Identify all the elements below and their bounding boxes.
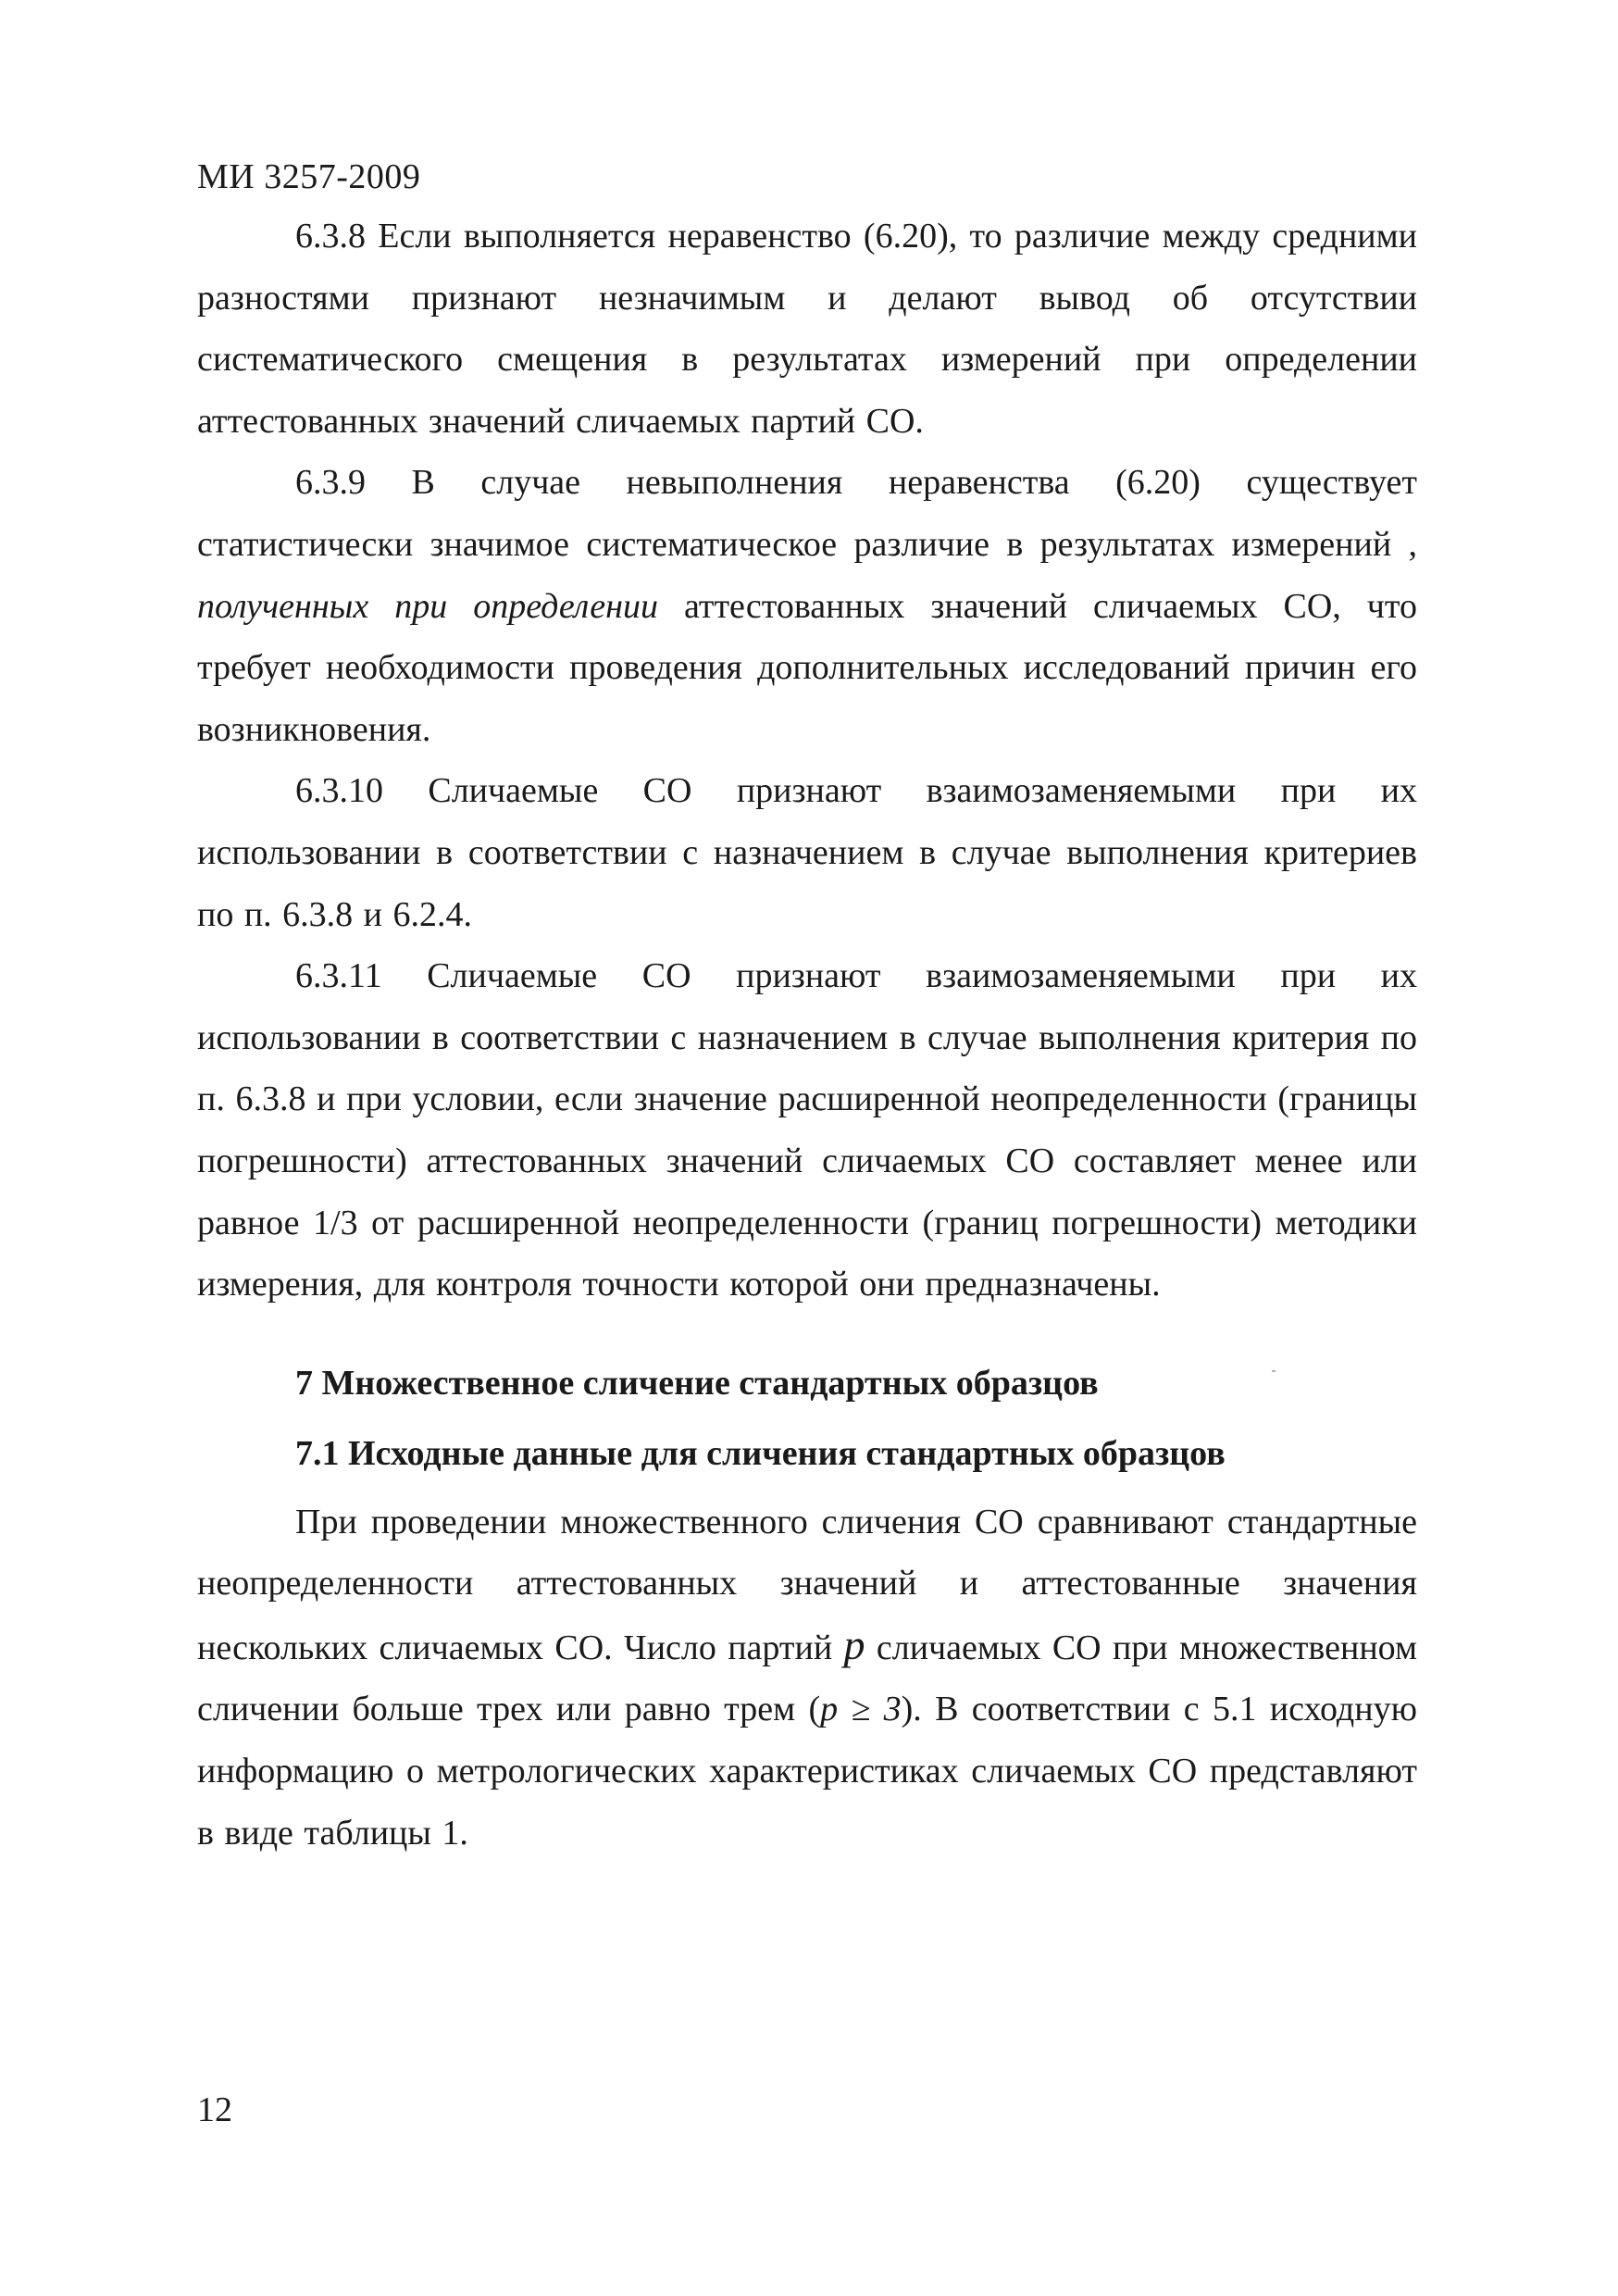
paragraph-6-3-9-start: 6.3.9 В случае невыполнения неравенства (6.20) существует статистически значимое систематическое различие в результатах измерений , bbox=[197, 463, 1417, 564]
variable-p: p bbox=[843, 1620, 865, 1668]
paragraph-6-3-9-italic: полученных при определении bbox=[197, 586, 658, 626]
scan-speck bbox=[1272, 1370, 1276, 1372]
section-7-1-heading: 7.1 Исходные данные для сличения стандартных образцов bbox=[295, 1433, 1226, 1473]
paragraph-7-1-part3: ). В соответствии с 5.1 исходную информацию о метрологических характеристиках сличаемых СО представляют в виде таблицы 1. bbox=[197, 1690, 1417, 1853]
condition-p-ge-3: p ≥ 3 bbox=[820, 1690, 902, 1729]
paragraph-6-3-11: 6.3.11 Сличаемые СО признают взаимозаменяемыми при их использовании в соответствии с назначением в случае выполнения критерия по п. 6.3.8 и при условии, если значение расширенной неопределенности (границы погрешности) аттестованных значений сличаемых СО составляет менее или равное 1/3 от расширенной неопределенности (границ погрешности) методики измерения, для контроля точности которой они предназначены. bbox=[197, 956, 1417, 1304]
paragraph-6-3-8: 6.3.8 Если выполняется неравенство (6.20), то различие между средними разностями признают незначимым и делают вывод об отсутствии систематического смещения в результатах измерений при определении аттестованных значений сличаемых партий СО. bbox=[197, 217, 1417, 441]
page-number: 12 bbox=[197, 2090, 232, 2129]
paragraph-6-3-10: 6.3.10 Сличаемые СО признают взаимозаменяемыми при их использовании в соответствии с назначением в случае выполнения критериев по п. 6.3.8 и 6.2.4. bbox=[197, 771, 1417, 934]
paragraph-6-3-9-end: аттестованных значений сличаемых СО, что требует необходимости проведения дополнительных исследований причин его возникновения. bbox=[197, 586, 1417, 749]
paragraph-6-3-9 bbox=[197, 452, 1417, 760]
paragraph-7-1-part1: При проведении множественного сличения СО сравнивают стандартные неопределенности аттестованных значений и аттестованные значения нескольких сличаемых СО. Число партий bbox=[197, 1502, 1417, 1667]
paragraph-7-1 bbox=[197, 1491, 1417, 1865]
document-body bbox=[197, 206, 1417, 1864]
section-7-heading: 7 Множественное сличение стандартных образцов bbox=[295, 1363, 1099, 1403]
paragraph-7-1-part2: сличаемых СО при множественном сличении больше трех или равно трем ( bbox=[197, 1628, 1418, 1729]
document-header: МИ 3257-2009 bbox=[197, 157, 421, 196]
